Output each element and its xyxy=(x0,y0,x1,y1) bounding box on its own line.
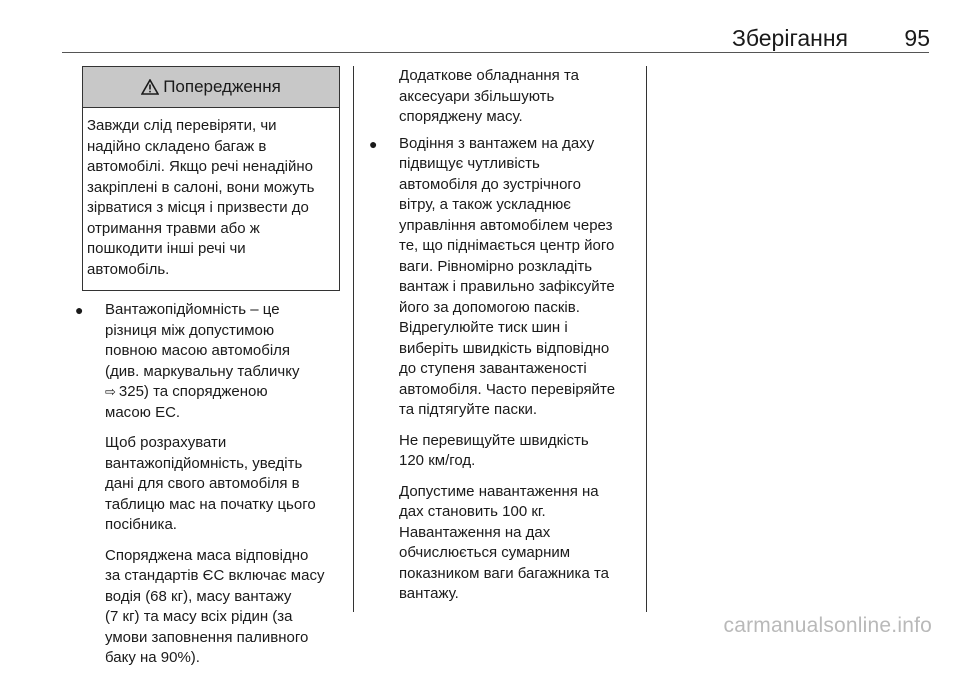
warning-line: закріплені в салоні, вони можуть xyxy=(87,178,315,196)
text-line: дах становить 100 кг. xyxy=(399,503,546,520)
text-line: аксесуари збільшують xyxy=(399,87,555,105)
warning-line: отримання травми або ж xyxy=(87,219,260,237)
text-line: Відрегулюйте тиск шин і xyxy=(399,319,568,336)
warning-line: надійно складено багаж в xyxy=(87,137,267,155)
text-line: за стандартів ЄС включає масу xyxy=(105,567,325,584)
text-line: (7 кг) та масу всіх рідин (за xyxy=(105,608,293,625)
page-reference-arrow-icon: ⇨ xyxy=(105,384,116,399)
text-line: Допустиме навантаження на xyxy=(399,482,599,500)
warning-line: автомобіль. xyxy=(87,260,170,278)
text-line: споряджену масу. xyxy=(399,108,523,125)
paragraph xyxy=(399,134,638,421)
text-line: різниця між допустимою xyxy=(105,321,275,339)
warning-text xyxy=(83,108,339,290)
text-line: 120 км/год. xyxy=(399,452,476,469)
bullet-icon: ● xyxy=(75,302,84,318)
text-line: посібника. xyxy=(105,516,177,533)
page-number: 95 xyxy=(904,25,930,51)
warning-title: Попередження xyxy=(163,77,281,96)
paragraph xyxy=(105,546,340,669)
column-1 xyxy=(75,66,340,673)
text-line: Додаткове обладнання та xyxy=(399,67,579,84)
text-line: вантажопідйомність, уведіть xyxy=(105,454,303,472)
warning-line: Завжди слід перевіряти, чи xyxy=(87,117,277,134)
text-line: умови заповнення паливного xyxy=(105,628,309,646)
text-line: вантажу. xyxy=(399,585,459,602)
paragraph-accessories xyxy=(376,66,638,128)
text-line: Водіння з вантажем на даху xyxy=(399,134,595,152)
text-line: автомобіля до зустрічного xyxy=(399,175,581,193)
text-line: повною масою автомобіля xyxy=(105,342,291,359)
warning-line: пошкодити інші речі чи xyxy=(87,240,246,257)
warning-box xyxy=(82,66,340,291)
text-line: показником ваги багажника та xyxy=(399,564,609,582)
text-line: Навантаження на дах xyxy=(399,523,551,541)
text-line: та підтягуйте паски. xyxy=(399,401,538,418)
page-reference-text: 325) та спорядженою xyxy=(118,383,268,400)
paragraph xyxy=(105,433,340,536)
column-2 xyxy=(369,66,638,609)
text-line: обчислюється сумарним xyxy=(399,544,571,561)
watermark: carmanualsonline.info xyxy=(723,614,932,637)
text-line: до ступеня завантаженості xyxy=(399,360,587,377)
warning-header xyxy=(83,67,339,108)
text-line xyxy=(105,382,340,403)
text-line: ваги. Рівномірно розкладіть xyxy=(399,257,593,275)
warning-line: зірватися з місця і призвести до xyxy=(87,199,309,216)
text-line: автомобіля. Часто перевіряйте xyxy=(399,380,616,398)
bullet-load-capacity xyxy=(75,300,340,669)
text-line: Щоб розрахувати xyxy=(105,434,227,451)
page-section-title: Зберігання xyxy=(731,25,848,51)
text-line: таблицю мас на початку цього xyxy=(105,495,316,513)
text-line: вітру, а також ускладнює xyxy=(399,196,571,213)
text-line: його за допомогою пасків. xyxy=(399,298,580,316)
text-line: масою ЕС. xyxy=(105,403,181,421)
text-line: дані для свого автомобіля в xyxy=(105,475,300,492)
text-line: (див. маркувальну табличку xyxy=(105,362,300,380)
bullet-icon: ● xyxy=(369,135,378,152)
paragraph-roof-load-limit xyxy=(399,482,638,605)
header-rule xyxy=(62,52,929,53)
text-line: підвищує чутливість xyxy=(399,155,540,172)
warning-triangle-icon xyxy=(141,79,159,95)
text-line: баку на 90%). xyxy=(105,649,200,666)
paragraph-speed-limit xyxy=(399,431,638,472)
text-line: управління автомобілем через xyxy=(399,216,613,234)
bullet-roof-load xyxy=(369,134,638,605)
warning-line: автомобілі. Якщо речі ненадійно xyxy=(87,158,313,175)
text-line: водія (68 кг), масу вантажу xyxy=(105,587,292,605)
text-line: те, що піднімається центр його xyxy=(399,237,615,254)
column-divider-left xyxy=(353,66,354,612)
text-line: виберіть швидкість відповідно xyxy=(399,339,610,357)
text-line: Вантажопідйомність – це xyxy=(105,301,280,318)
text-line: вантаж і правильно зафіксуйте xyxy=(399,278,615,295)
column-divider-right xyxy=(646,66,647,612)
text-line: Споряджена маса відповідно xyxy=(105,546,309,564)
paragraph xyxy=(105,300,340,423)
text-line: Не перевищуйте швидкість xyxy=(399,431,589,449)
